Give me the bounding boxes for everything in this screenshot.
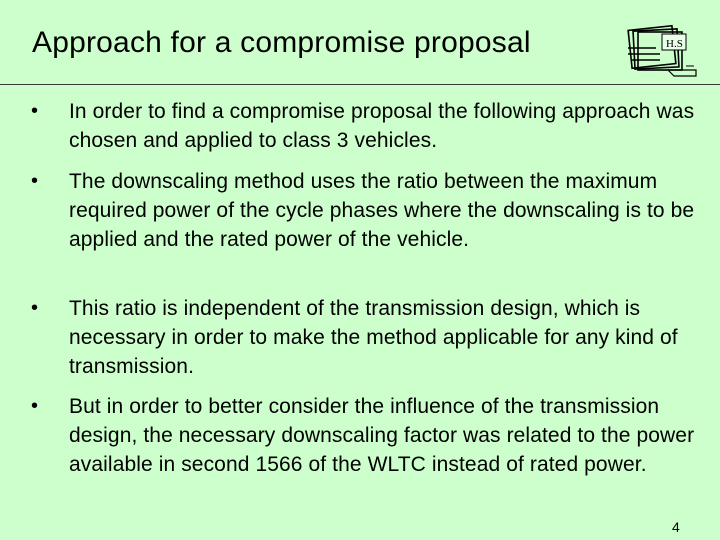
bullet-text: In order to find a compromise proposal the following approach was chosen and applied to class 3 vehicles. [69,100,695,152]
bullet-text: The downscaling method uses the ratio between the maximum required power of the cycle phases where the downscaling is to be applied and the rated power of the vehicle. [69,170,695,251]
bullet-marker: • [31,297,39,319]
title-divider [0,84,720,85]
bullet-marker: • [31,170,39,192]
bullet-text: But in order to better consider the influence of the transmission design, the necessary downscaling factor was related to the power available in second 1566 of the WLTC instead of rated power. [69,395,695,476]
bullet-text: This ratio is independent of the transmission design, which is necessary in order to make the method applicable for any kind of transmission. [69,297,678,378]
slide-title: Approach for a compromise proposal [32,26,531,59]
page-number: 4 [672,519,680,535]
bullet-marker: • [31,100,39,122]
logo-icon [626,20,700,82]
bullet-marker: • [31,395,39,417]
logo-text: H.S [666,38,683,50]
